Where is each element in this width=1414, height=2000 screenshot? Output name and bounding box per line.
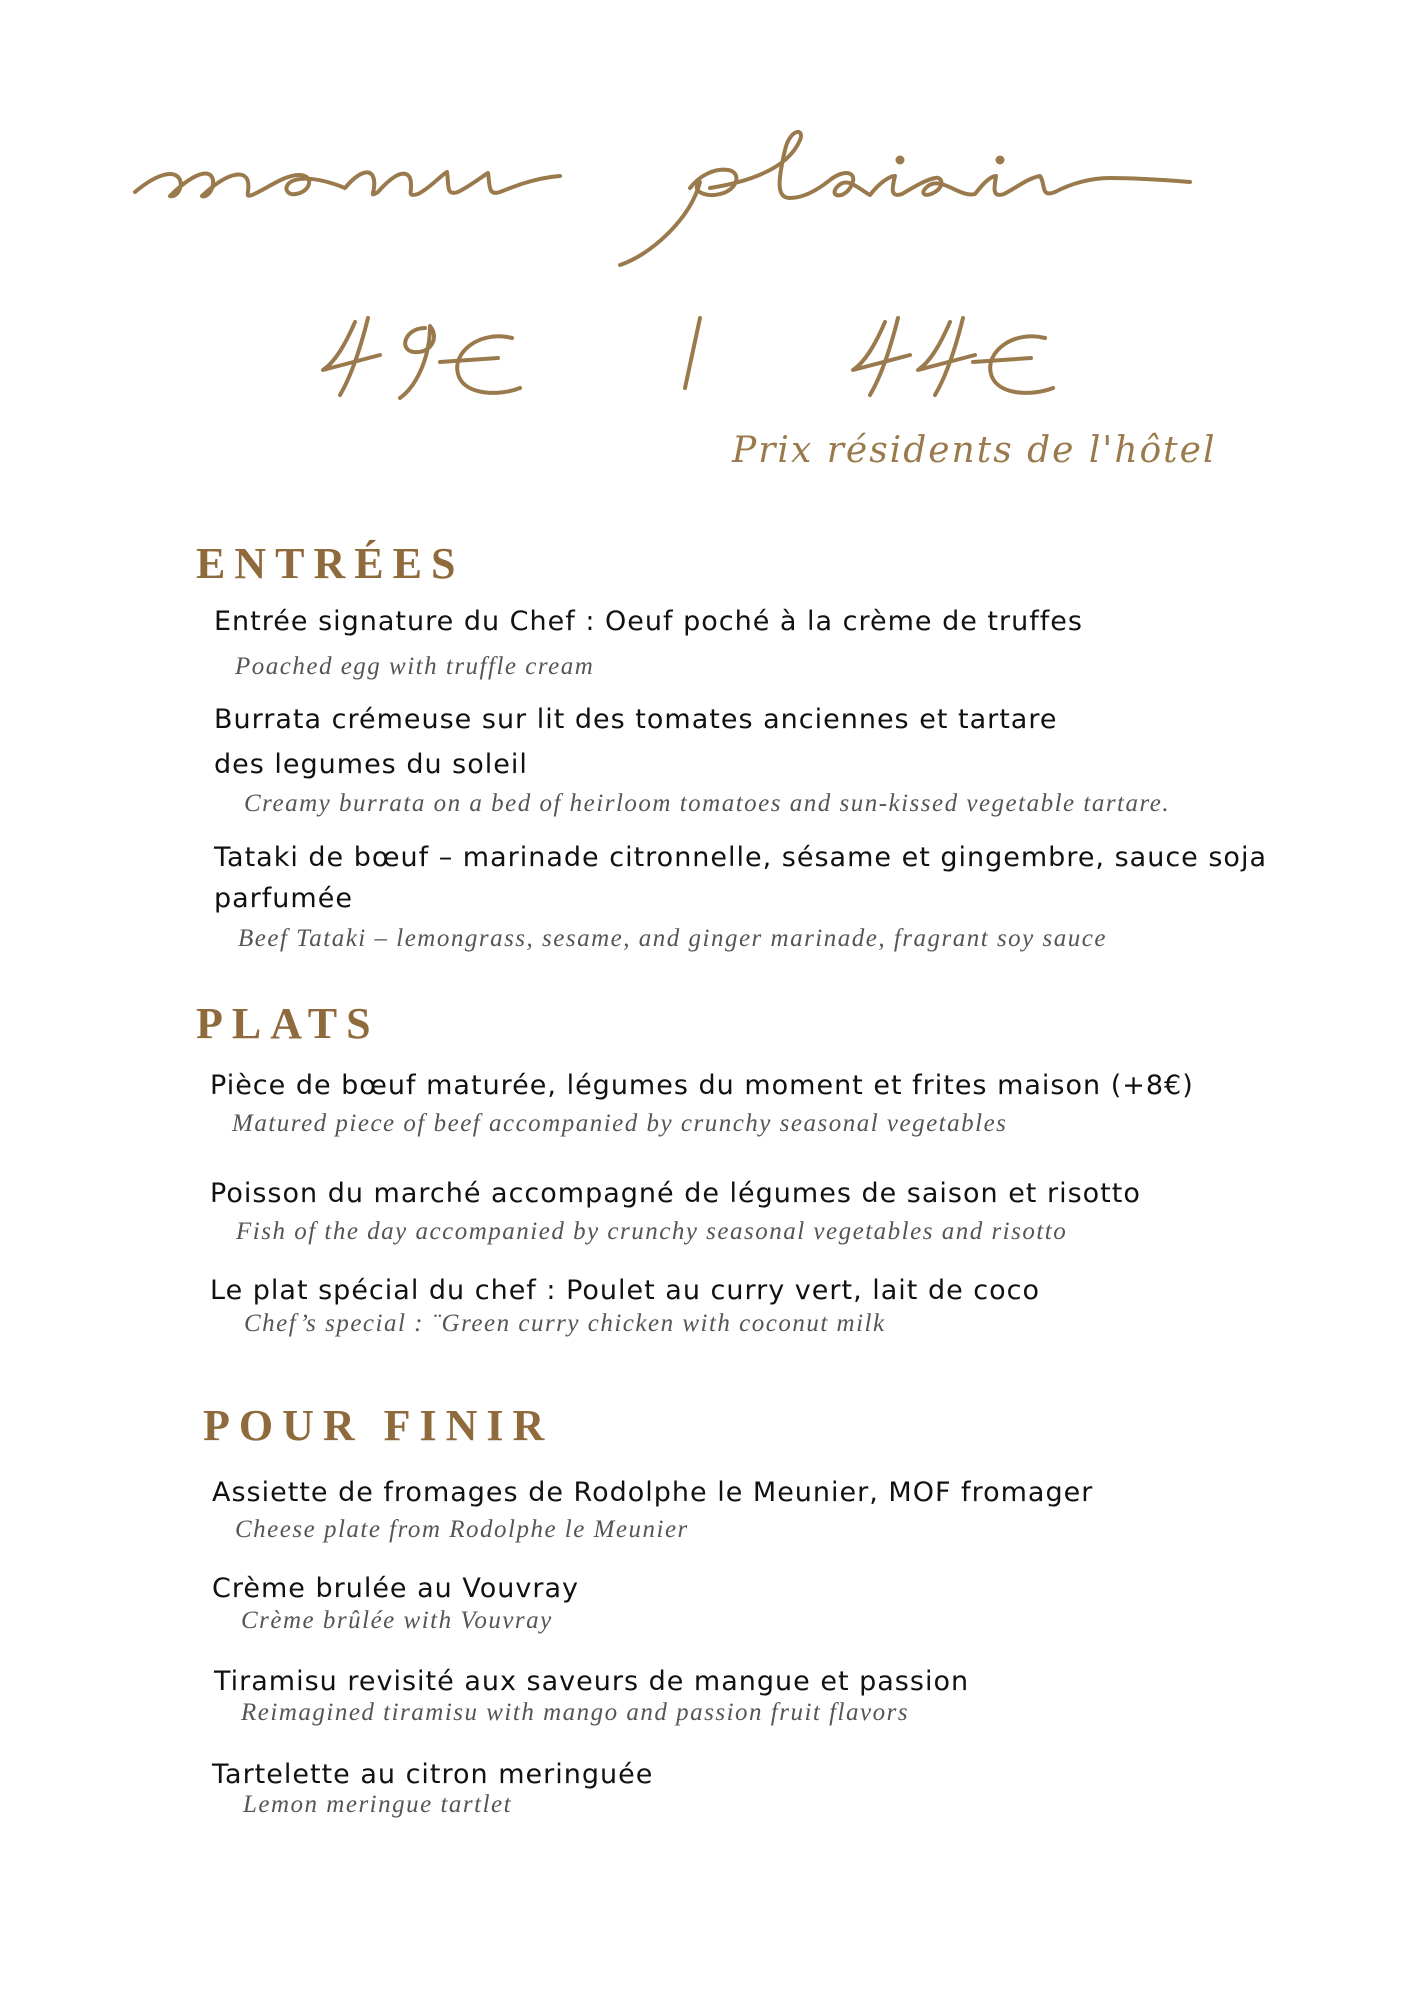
- plat-3-fr: Le plat spécial du chef : Poulet au curry vert, lait de coco: [210, 1275, 1041, 1306]
- plat-1-en: Matured piece of beef accompanied by crunchy seasonal vegetables: [232, 1110, 1008, 1137]
- plat-1-fr: Pièce de bœuf maturée, légumes du moment et frites maison (+8€): [210, 1070, 1194, 1101]
- dessert-3-en: Reimagined tiramisu with mango and passion fruit flavors: [241, 1699, 910, 1726]
- entree-1-en: Poached egg with truffle cream: [235, 653, 595, 680]
- entree-3-en: Beef Tataki – lemongrass, sesame, and ginger marinade, fragrant soy sauce: [238, 925, 1107, 952]
- entrees-heading: ENTRÉES: [196, 539, 465, 588]
- plat-3-en: Chef’s special : ¨Green curry chicken with coconut milk: [244, 1310, 886, 1337]
- entree-2-fr-line1: Burrata crémeuse sur lit des tomates anciennes et tartare: [214, 704, 1058, 735]
- entree-1-fr: Entrée signature du Chef : Oeuf poché à la crème de truffes: [214, 606, 1083, 637]
- plat-2-en: Fish of the day accompanied by crunchy seasonal vegetables and risotto: [236, 1218, 1068, 1245]
- entree-2-en: Creamy burrata on a bed of heirloom tomatoes and sun-kissed vegetable tartare.: [244, 790, 1171, 817]
- dessert-1-en: Cheese plate from Rodolphe le Meunier: [235, 1516, 689, 1543]
- dessert-2-en: Crème brûlée with Vouvray: [241, 1607, 553, 1634]
- entree-3-fr-line1: Tataki de bœuf – marinade citronnelle, sésame et gingembre, sauce soja: [214, 842, 1267, 873]
- dessert-1-fr: Assiette de fromages de Rodolphe le Meunier, MOF fromager: [212, 1477, 1094, 1508]
- plat-2-fr: Poisson du marché accompagné de légumes de saison et risotto: [210, 1178, 1141, 1209]
- pour-finir-heading: POUR FINIR: [203, 1401, 554, 1450]
- dessert-4-en: Lemon meringue tartlet: [243, 1791, 513, 1818]
- residents-price-note: Prix résidents de l'hôtel: [732, 430, 1217, 471]
- plats-heading: PLATS: [196, 999, 380, 1048]
- entree-3-fr-line2: parfumée: [214, 883, 353, 914]
- price-script: [0, 300, 1414, 410]
- dessert-2-fr: Crème brulée au Vouvray: [212, 1573, 579, 1604]
- dessert-4-fr: Tartelette au citron meringuée: [212, 1759, 654, 1790]
- entree-2-fr-line2: des legumes du soleil: [214, 749, 528, 780]
- dessert-3-fr: Tiramisu revisité aux saveurs de mangue et passion: [214, 1666, 970, 1697]
- menu-plaisir-script-title: [0, 80, 1414, 280]
